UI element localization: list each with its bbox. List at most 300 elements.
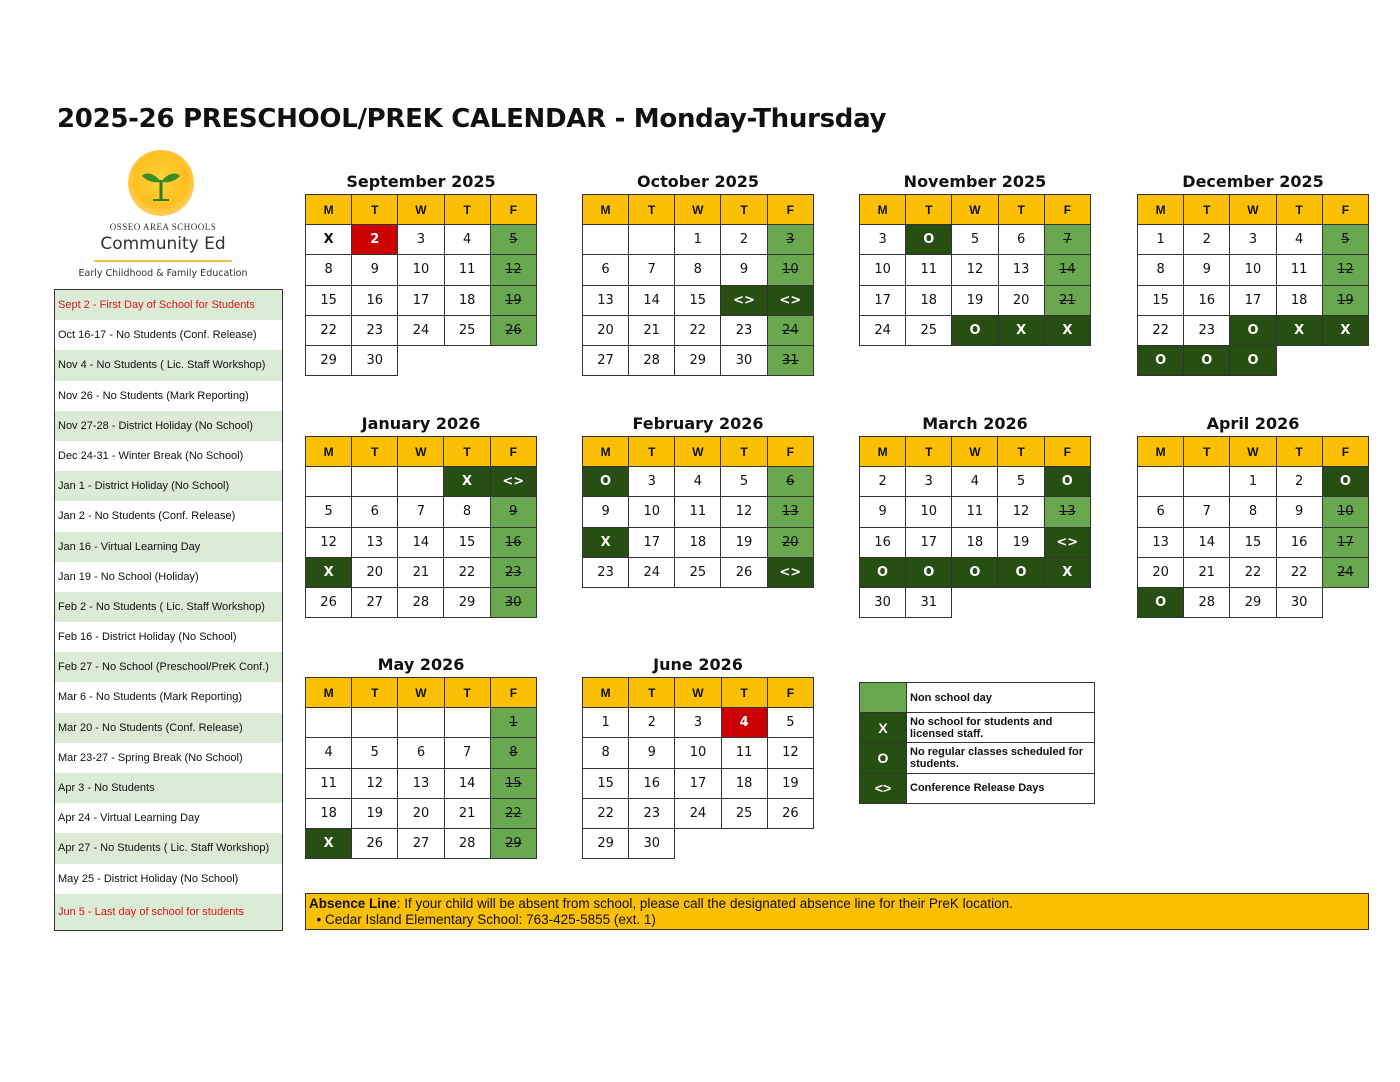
day-cell: 3 — [675, 708, 721, 738]
day-cell: 18 — [906, 285, 952, 315]
day-cell: 26 — [306, 587, 352, 617]
day-cell: 19 — [1322, 285, 1368, 315]
day-cell: 10 — [1322, 497, 1368, 527]
day-cell: 9 — [352, 255, 398, 285]
day-cell: 23 — [583, 557, 629, 587]
day-cell: 5 — [998, 467, 1044, 497]
day-cell: 20 — [583, 315, 629, 345]
day-cell: O — [1138, 587, 1184, 617]
legend-row — [860, 743, 1095, 773]
day-cell: 17 — [906, 527, 952, 557]
day-cell: X — [306, 828, 352, 858]
day-cell: 21 — [444, 798, 490, 828]
day-cell: 3 — [629, 467, 675, 497]
event-item: Nov 27-28 - District Holiday (No School) — [55, 411, 282, 441]
day-cell: 5 — [952, 225, 998, 255]
day-cell: 22 — [490, 798, 536, 828]
day-cell: 4 — [1276, 225, 1322, 255]
day-cell: 17 — [398, 285, 444, 315]
weekday-header: W — [1230, 195, 1276, 225]
event-item: Feb 27 - No School (Preschool/PreK Conf.) — [55, 652, 282, 682]
month-calendar — [582, 653, 814, 859]
absence-text: : If your child will be absent from school, please call the designated absence line for their PreK location. — [396, 896, 1013, 911]
weekday-header: M — [306, 678, 352, 708]
week-row — [1138, 557, 1369, 587]
day-cell: 12 — [952, 255, 998, 285]
day-cell: 22 — [675, 315, 721, 345]
week-row — [583, 285, 814, 315]
sprout-icon — [128, 164, 194, 204]
legend-row — [860, 683, 1095, 713]
day-cell: 11 — [1276, 255, 1322, 285]
weekday-header: W — [398, 437, 444, 467]
day-cell: O — [952, 557, 998, 587]
weekday-header: F — [767, 437, 813, 467]
day-cell: 20 — [767, 527, 813, 557]
month-calendar — [305, 412, 537, 618]
week-row — [583, 798, 814, 828]
day-cell — [583, 225, 629, 255]
day-cell: O — [998, 557, 1044, 587]
month-calendar — [859, 170, 1091, 346]
day-cell: 12 — [352, 768, 398, 798]
day-cell: 19 — [998, 527, 1044, 557]
day-cell: 2 — [721, 225, 767, 255]
day-cell: 25 — [675, 557, 721, 587]
day-cell: 16 — [490, 527, 536, 557]
day-cell: 10 — [767, 255, 813, 285]
weekday-header: T — [721, 678, 767, 708]
day-cell: 16 — [1276, 527, 1322, 557]
day-cell: 3 — [860, 225, 906, 255]
day-cell: 11 — [306, 768, 352, 798]
day-cell: 3 — [398, 225, 444, 255]
weekday-header: M — [306, 195, 352, 225]
day-cell: 5 — [352, 738, 398, 768]
day-cell: 28 — [1184, 587, 1230, 617]
weekday-header: F — [767, 678, 813, 708]
weekday-header: W — [675, 437, 721, 467]
week-row — [1138, 345, 1369, 375]
day-cell: 18 — [675, 527, 721, 557]
week-row — [583, 828, 814, 858]
day-cell: 22 — [1276, 557, 1322, 587]
day-cell: 24 — [675, 798, 721, 828]
day-cell: O — [1322, 467, 1368, 497]
day-cell: 23 — [352, 315, 398, 345]
weekday-header: T — [629, 437, 675, 467]
day-cell: 6 — [352, 497, 398, 527]
month-title: April 2026 — [1206, 414, 1300, 433]
day-cell: 11 — [906, 255, 952, 285]
day-cell: 19 — [767, 768, 813, 798]
day-cell: X — [1044, 557, 1090, 587]
event-item: Nov 4 - No Students ( Lic. Staff Workshop) — [55, 350, 282, 380]
week-row — [1138, 285, 1369, 315]
weekday-header: F — [490, 437, 536, 467]
day-cell: 13 — [583, 285, 629, 315]
month-calendar — [305, 170, 537, 376]
day-cell: 30 — [860, 587, 906, 617]
day-cell: 18 — [306, 798, 352, 828]
week-row — [860, 225, 1091, 255]
day-cell: 23 — [490, 557, 536, 587]
event-item: May 25 - District Holiday (No School) — [55, 864, 282, 894]
day-cell — [721, 828, 767, 858]
week-row — [306, 345, 537, 375]
day-cell: 20 — [1138, 557, 1184, 587]
day-cell — [1322, 587, 1368, 617]
absence-heading: Absence Line — [309, 896, 397, 911]
day-cell: X — [998, 315, 1044, 345]
weekday-header: F — [1322, 195, 1368, 225]
event-item: Jan 16 - Virtual Learning Day — [55, 532, 282, 562]
day-cell: 21 — [1044, 285, 1090, 315]
day-cell: 2 — [1184, 225, 1230, 255]
day-cell — [1276, 345, 1322, 375]
day-cell: 14 — [629, 285, 675, 315]
event-item: Jan 19 - No School (Holiday) — [55, 562, 282, 592]
day-cell: 7 — [398, 497, 444, 527]
event-item: Mar 6 - No Students (Mark Reporting) — [55, 682, 282, 712]
day-cell: 20 — [998, 285, 1044, 315]
day-cell: 25 — [906, 315, 952, 345]
week-row — [306, 225, 537, 255]
day-cell: 16 — [629, 768, 675, 798]
week-row — [1138, 527, 1369, 557]
day-cell: 8 — [490, 738, 536, 768]
week-row — [583, 225, 814, 255]
day-cell: 26 — [767, 798, 813, 828]
day-cell: 15 — [306, 285, 352, 315]
day-cell: 6 — [398, 738, 444, 768]
week-row — [583, 255, 814, 285]
event-item: Sept 2 - First Day of School for Students — [55, 290, 282, 320]
day-cell: 14 — [1044, 255, 1090, 285]
day-cell: 1 — [675, 225, 721, 255]
day-cell: 3 — [1230, 225, 1276, 255]
day-cell: 17 — [860, 285, 906, 315]
day-cell: 15 — [1230, 527, 1276, 557]
day-cell: 15 — [1138, 285, 1184, 315]
absence-line-box — [305, 893, 1369, 930]
week-row — [306, 315, 537, 345]
week-row — [1138, 255, 1369, 285]
event-item: Mar 23-27 - Spring Break (No School) — [55, 743, 282, 773]
day-cell: 21 — [629, 315, 675, 345]
month-title: October 2025 — [636, 172, 760, 191]
week-row — [583, 527, 814, 557]
weekday-header: F — [490, 195, 536, 225]
day-cell: 2 — [860, 467, 906, 497]
weekday-header: T — [906, 195, 952, 225]
day-cell: <> — [1044, 527, 1090, 557]
day-cell: 5 — [721, 467, 767, 497]
week-row — [860, 315, 1091, 345]
day-cell: 24 — [860, 315, 906, 345]
month-title: May 2026 — [377, 655, 465, 674]
event-item: Feb 2 - No Students ( Lic. Staff Workshop) — [55, 592, 282, 622]
day-cell: 1 — [1230, 467, 1276, 497]
day-cell: 29 — [675, 345, 721, 375]
day-cell: 11 — [444, 255, 490, 285]
day-cell: 9 — [629, 738, 675, 768]
month-calendar — [305, 653, 537, 859]
week-row — [1138, 315, 1369, 345]
day-cell: 8 — [583, 738, 629, 768]
week-row — [306, 768, 537, 798]
day-cell: 30 — [490, 587, 536, 617]
week-row — [583, 557, 814, 587]
day-cell: 20 — [398, 798, 444, 828]
day-cell: 11 — [952, 497, 998, 527]
weekday-header: F — [1322, 437, 1368, 467]
weekday-header: F — [1044, 195, 1090, 225]
weekday-header: T — [1276, 195, 1322, 225]
month-title: September 2025 — [346, 172, 496, 191]
day-cell: O — [1184, 345, 1230, 375]
day-cell: 21 — [398, 557, 444, 587]
weekday-header: W — [675, 678, 721, 708]
day-cell: 12 — [306, 527, 352, 557]
month-title: November 2025 — [903, 172, 1047, 191]
day-cell: 4 — [952, 467, 998, 497]
legend-swatch: X — [860, 713, 907, 743]
day-cell: 12 — [767, 738, 813, 768]
day-cell: 17 — [1322, 527, 1368, 557]
week-row — [306, 285, 537, 315]
day-cell: 29 — [306, 345, 352, 375]
week-row — [1138, 225, 1369, 255]
day-cell: 10 — [860, 255, 906, 285]
day-cell: 10 — [1230, 255, 1276, 285]
day-cell: 27 — [352, 587, 398, 617]
event-item: Oct 16-17 - No Students (Conf. Release) — [55, 320, 282, 350]
week-row — [860, 285, 1091, 315]
week-row — [860, 497, 1091, 527]
day-cell: 11 — [721, 738, 767, 768]
weekday-header: T — [721, 195, 767, 225]
day-cell: 25 — [721, 798, 767, 828]
day-cell: 14 — [1184, 527, 1230, 557]
day-cell: 29 — [1230, 587, 1276, 617]
weekday-header: W — [398, 195, 444, 225]
weekday-header: T — [352, 195, 398, 225]
month-calendar — [859, 412, 1091, 618]
day-cell: 30 — [629, 828, 675, 858]
day-cell: O — [906, 557, 952, 587]
weekday-header: F — [1044, 437, 1090, 467]
day-cell: 6 — [1138, 497, 1184, 527]
week-row — [306, 587, 537, 617]
day-cell: 2 — [352, 225, 398, 255]
page-title: 2025-26 PRESCHOOL/PREK CALENDAR - Monday-Thursday — [57, 104, 887, 134]
event-item: Jun 5 - Last day of school for students — [55, 894, 282, 930]
day-cell: X — [444, 467, 490, 497]
day-cell: 6 — [998, 225, 1044, 255]
event-item: Nov 26 - No Students (Mark Reporting) — [55, 381, 282, 411]
weekday-header: F — [767, 195, 813, 225]
day-cell: 3 — [906, 467, 952, 497]
month-calendar — [1137, 412, 1369, 618]
day-cell: 28 — [444, 828, 490, 858]
weekday-header: T — [444, 195, 490, 225]
weekday-header: T — [1184, 437, 1230, 467]
day-cell: 16 — [1184, 285, 1230, 315]
day-cell — [1322, 345, 1368, 375]
day-cell: 15 — [675, 285, 721, 315]
day-cell: 19 — [721, 527, 767, 557]
day-cell: O — [1230, 345, 1276, 375]
week-row — [583, 738, 814, 768]
community-ed-logo — [70, 150, 256, 285]
day-cell: <> — [490, 467, 536, 497]
day-cell: 2 — [629, 708, 675, 738]
day-cell: 9 — [721, 255, 767, 285]
day-cell — [952, 587, 998, 617]
month-calendar — [582, 170, 814, 376]
legend-label: No regular classes scheduled for students. — [907, 743, 1095, 773]
event-item: Apr 24 - Virtual Learning Day — [55, 803, 282, 833]
day-cell: 13 — [398, 768, 444, 798]
day-cell: <> — [767, 285, 813, 315]
legend-swatch: O — [860, 743, 907, 773]
day-cell: <> — [721, 285, 767, 315]
week-row — [306, 527, 537, 557]
day-cell — [352, 708, 398, 738]
weekday-header: W — [952, 195, 998, 225]
day-cell: 19 — [490, 285, 536, 315]
week-row — [583, 315, 814, 345]
day-cell: 2 — [1276, 467, 1322, 497]
day-cell: 7 — [629, 255, 675, 285]
day-cell: 22 — [444, 557, 490, 587]
day-cell: 13 — [1044, 497, 1090, 527]
legend-label: No school for students and licensed staff. — [907, 713, 1095, 743]
weekday-header: W — [675, 195, 721, 225]
day-cell: 4 — [306, 738, 352, 768]
month-title: March 2026 — [922, 414, 1028, 433]
day-cell: 17 — [1230, 285, 1276, 315]
event-item: Apr 27 - No Students ( Lic. Staff Workshop) — [55, 833, 282, 863]
day-cell: <> — [767, 557, 813, 587]
week-row — [1138, 587, 1369, 617]
weekday-header: M — [583, 195, 629, 225]
weekday-header: W — [1230, 437, 1276, 467]
day-cell — [1044, 587, 1090, 617]
day-cell: 9 — [1184, 255, 1230, 285]
event-item: Jan 2 - No Students (Conf. Release) — [55, 501, 282, 531]
day-cell — [1138, 467, 1184, 497]
weekday-header: T — [444, 678, 490, 708]
day-cell: X — [1322, 315, 1368, 345]
logo-tagline: Early Childhood & Family Education — [78, 268, 248, 279]
day-cell: 4 — [721, 708, 767, 738]
month-title: December 2025 — [1182, 172, 1324, 191]
day-cell: 9 — [490, 497, 536, 527]
day-cell — [306, 708, 352, 738]
day-cell: 29 — [490, 828, 536, 858]
day-cell: 15 — [490, 768, 536, 798]
day-cell: 1 — [583, 708, 629, 738]
day-cell: 6 — [583, 255, 629, 285]
day-cell: 16 — [352, 285, 398, 315]
weekday-header: T — [998, 195, 1044, 225]
legend-label: Non school day — [907, 683, 1095, 713]
day-cell: 22 — [1230, 557, 1276, 587]
weekday-header: T — [352, 437, 398, 467]
week-row — [306, 828, 537, 858]
weekday-header: M — [306, 437, 352, 467]
weekday-header: T — [629, 195, 675, 225]
day-cell — [444, 708, 490, 738]
day-cell: 7 — [1184, 497, 1230, 527]
event-item: Jan 1 - District Holiday (No School) — [55, 471, 282, 501]
day-cell — [629, 225, 675, 255]
day-cell: X — [583, 527, 629, 557]
day-cell: O — [1230, 315, 1276, 345]
day-cell: 5 — [490, 225, 536, 255]
week-row — [306, 738, 537, 768]
day-cell — [675, 828, 721, 858]
day-cell: 8 — [1230, 497, 1276, 527]
weekday-header: T — [721, 437, 767, 467]
day-cell: 15 — [583, 768, 629, 798]
day-cell: 28 — [398, 587, 444, 617]
day-cell: 7 — [444, 738, 490, 768]
day-cell: 20 — [352, 557, 398, 587]
day-cell: 24 — [1322, 557, 1368, 587]
week-row — [306, 557, 537, 587]
weekday-header: M — [860, 195, 906, 225]
day-cell: 9 — [860, 497, 906, 527]
day-cell: 26 — [490, 315, 536, 345]
day-cell: 9 — [583, 497, 629, 527]
absence-location: • Cedar Island Elementary School: 763-425-5855 (ext. 1) — [309, 912, 656, 927]
weekday-header: M — [860, 437, 906, 467]
day-cell: 24 — [629, 557, 675, 587]
weekday-header: T — [444, 437, 490, 467]
legend-row — [860, 713, 1095, 743]
week-row — [860, 587, 1091, 617]
day-cell: 30 — [721, 345, 767, 375]
day-cell: 31 — [767, 345, 813, 375]
day-cell: 23 — [1184, 315, 1230, 345]
week-row — [1138, 467, 1369, 497]
day-cell: 12 — [1322, 255, 1368, 285]
day-cell: 12 — [998, 497, 1044, 527]
day-cell: 15 — [444, 527, 490, 557]
day-cell: 18 — [1276, 285, 1322, 315]
legend-swatch — [860, 683, 907, 713]
day-cell — [490, 345, 536, 375]
day-cell: O — [1044, 467, 1090, 497]
day-cell — [352, 467, 398, 497]
day-cell: 10 — [675, 738, 721, 768]
day-cell: 8 — [1138, 255, 1184, 285]
week-row — [306, 467, 537, 497]
day-cell: 17 — [675, 768, 721, 798]
day-cell: 22 — [1138, 315, 1184, 345]
day-cell: 13 — [998, 255, 1044, 285]
events-list — [54, 289, 283, 931]
month-title: January 2026 — [361, 414, 481, 433]
day-cell: 1 — [490, 708, 536, 738]
day-cell: 13 — [767, 497, 813, 527]
day-cell: X — [1044, 315, 1090, 345]
month-title: February 2026 — [632, 414, 764, 433]
day-cell: 25 — [444, 315, 490, 345]
